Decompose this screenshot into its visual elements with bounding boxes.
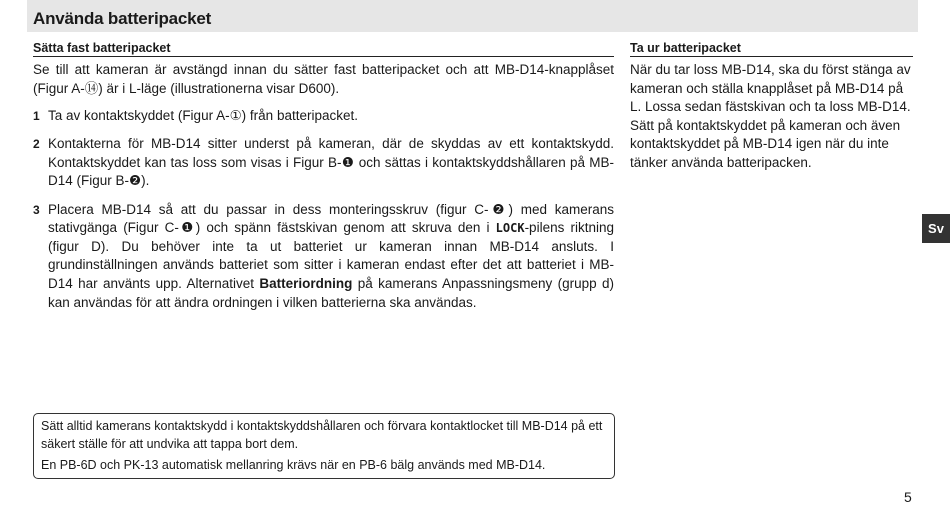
- step-text-part: Placera MB-D14 så att du passar in dess monteringsskruv (figur C-❷) med kamerans stativgänga (Figur C-❶) och spänn fästskivan genom att skruva den i: [48, 201, 614, 236]
- page-number: 5: [904, 489, 912, 505]
- page-title: Använda batteripacket: [33, 9, 212, 28]
- step-number: 1: [33, 109, 40, 124]
- attach-heading: Sätta fast batteripacket: [33, 41, 614, 57]
- step-2: [33, 135, 614, 191]
- remove-text: När du tar loss MB-D14, ska du först stänga av kameran och ställa knapplåset på MB-D14 på L. Lossa sedan fästskivan och ta loss MB-D14. Sätt på kontaktskyddet på kameran och även kontaktskyddet på MB-D14 igen när du inte tänker använda batteripacken.: [630, 62, 911, 170]
- attach-intro: Se till att kameran är avstängd innan du sätter fast batteripacket och att MB-D14-knapplåset (Figur A-⑭) är i L-läge (illustrationerna visar D600).: [33, 62, 614, 96]
- step-text-part: -pilens riktning (figur D). Du behöver inte ta ut batteriet ur kameran innan MB-D14 ansluts. I grundinställningen används batteriet som sitter i kameran endast efter det att batteriet i MB-D14 har använts upp. Alternativet: [48, 220, 614, 291]
- note-line-1: Sätt alltid kamerans kontaktskydd i kontaktskyddshållaren och förvara kontaktlocket till MB-D14 på ett säkert ställe för att undvika att tappa bort dem.: [41, 419, 603, 451]
- note-line-2: En PB-6D och PK-13 automatisk mellanring krävs när en PB-6 bälg används med MB-D14.: [41, 458, 546, 472]
- step-text: [48, 201, 614, 313]
- step-text-part: på kamerans Anpassningsmeny (grupp d) kan användas för att ändra ordningen i vilken batterierna ska användas.: [48, 275, 614, 310]
- language-tab: Sv: [922, 214, 950, 243]
- note-box: [33, 413, 615, 479]
- step-text: Ta av kontaktskyddet (Figur A-①) från batteripacket.: [48, 108, 358, 124]
- step-number: 3: [33, 202, 40, 217]
- header-band: [27, 0, 918, 32]
- lock-label: LOCK: [495, 221, 525, 236]
- remove-section: [630, 41, 913, 173]
- step-list: [33, 107, 614, 312]
- step-text: Kontakterna för MB-D14 sitter underst på kameran, där de skyddas av ett kontaktskydd. Kontaktskyddet kan tas loss som visas i Figur B-❶ och sättas i kontaktskyddshållaren på MB-D14 (Figur B-❷).: [48, 136, 614, 189]
- step-3: [33, 201, 614, 313]
- attach-section: [33, 41, 614, 322]
- step-1: [33, 107, 614, 126]
- battery-order-option: Batteriordning: [259, 275, 353, 291]
- remove-heading: Ta ur batteripacket: [630, 41, 913, 57]
- step-number: 2: [33, 137, 40, 152]
